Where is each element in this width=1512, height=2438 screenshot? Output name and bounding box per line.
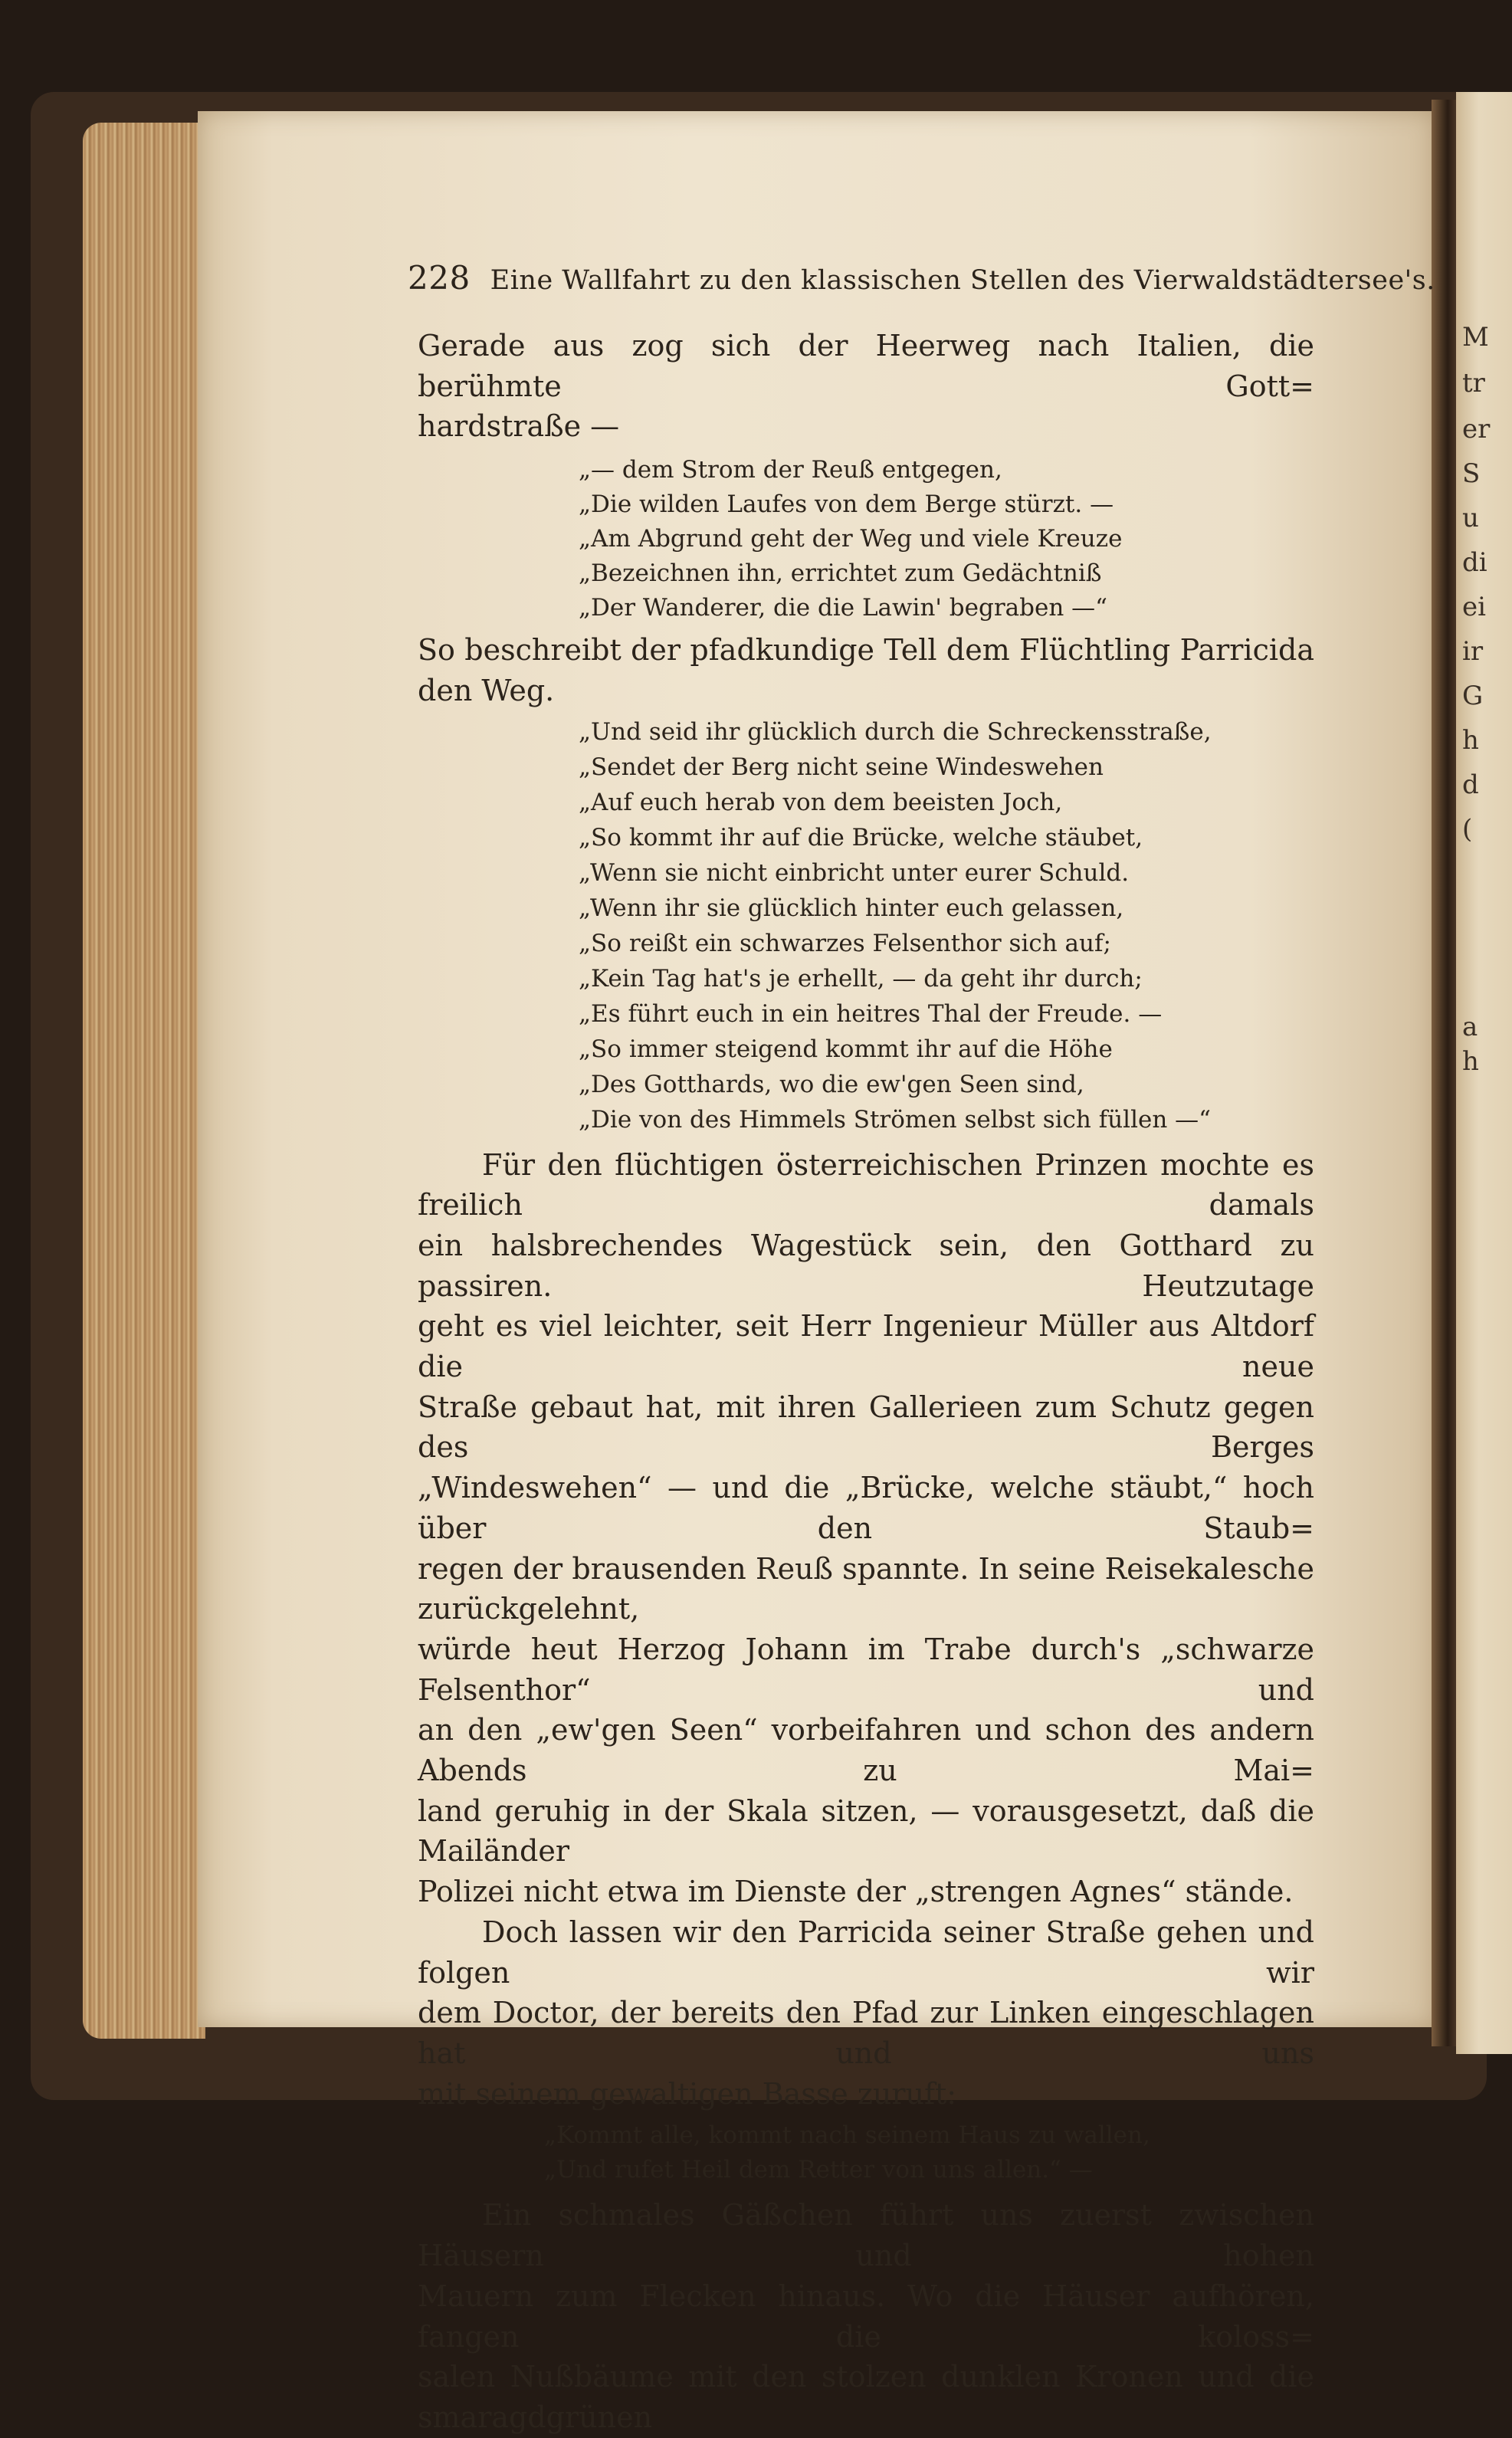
verse-line: „Die wilden Laufes von dem Berge stürzt. — [579, 491, 1114, 519]
next-page-fragment: S [1462, 458, 1481, 489]
paragraph-line: So beschreibt der pfadkundige Tell dem Flüchtling Parricida den Weg. [418, 633, 1314, 707]
page-edges [83, 123, 205, 2039]
paragraph-line: „Windeswehen“ — und die „Brücke, welche stäubt,“ hoch über den Staub= [418, 1471, 1314, 1545]
paragraph-line: dem Doctor, der bereits den Pfad zur Linken eingeschlagen hat und uns [418, 1996, 1314, 2070]
paragraph-line: ein halsbrechendes Wagestück sein, den Gotthard zu passiren. Heutzutage [418, 1228, 1314, 1303]
paragraph-line: hardstraße — [418, 409, 620, 444]
next-page-fragment: ir [1462, 636, 1484, 667]
verse-line: „Und seid ihr glücklich durch die Schreckensstraße, [579, 717, 1212, 746]
paragraph-line: Doch lassen wir den Parricida seiner Straße gehen und folgen wir [418, 1915, 1314, 1990]
paragraph-line: Gerade aus zog sich der Heerweg nach Italien, die berühmte Gott= [418, 329, 1314, 403]
running-header [408, 259, 1435, 305]
paragraph-line: mit seinem gewaltigen Basse zuruft: [418, 2076, 957, 2111]
running-title: Eine Wallfahrt zu den klassischen Stellen des Vierwaldstädtersee's. [490, 265, 1435, 296]
verse-line: „So immer steigend kommt ihr auf die Höhe [579, 1035, 1113, 1063]
next-page-fragment: ( [1462, 814, 1473, 845]
paragraph-line: geht es viel leichter, seit Herr Ingenieur Müller aus Altdorf die neue [418, 1309, 1314, 1384]
paragraph-line: regen der brausenden Reuß spannte. In seine Reisekalesche zurückgelehnt, [418, 1551, 1314, 1626]
verse-line: „Die von des Himmels Strömen selbst sich füllen —“ [579, 1105, 1211, 1134]
next-page-fragment: h [1462, 725, 1479, 756]
next-page-fragment: a [1462, 1012, 1478, 1042]
verse-line: „Auf euch herab von dem beeisten Joch, [579, 788, 1063, 816]
verse-line: „Am Abgrund geht der Weg und viele Kreuze [579, 525, 1123, 553]
paragraph-line: Straße gebaut hat, mit ihren Gallerieen zum Schutz gegen des Berges [418, 1390, 1314, 1465]
verse-line: „Kommt alle, kommt nach seinem Haus zu wallen, [544, 2121, 1150, 2150]
paragraph-line: Mauern zum Flecken hinaus. Wo die Häuser aufhören, fangen die koloss= [418, 2279, 1314, 2354]
verse-block [418, 714, 1314, 1137]
paragraph-line: salen Nußbäume mit den stolzen dunklen Kronen und die smaragdgrünen [418, 2360, 1314, 2434]
verse-line: „Der Wanderer, die die Lawin' begraben —“ [579, 594, 1107, 622]
next-page-fragment: tr [1462, 368, 1485, 399]
next-page-edge [1456, 92, 1512, 2054]
paragraph-line: an den „ew'gen Seen“ vorbeifahren und schon des andern Abends zu Mai= [418, 1713, 1314, 1788]
paragraph-line: Für den flüchtigen österreichischen Prinzen mochte es freilich damals [418, 1147, 1314, 1222]
next-page-fragment: h [1462, 1046, 1479, 1077]
page-number: 228 [408, 259, 471, 297]
verse-line: „Bezeichnen ihn, errichtet zum Gedächtniß [579, 559, 1102, 588]
verse-line: „So reißt ein schwarzes Felsenthor sich auf; [579, 929, 1111, 957]
verse-line: „Des Gotthards, wo die ew'gen Seen sind, [579, 1070, 1084, 1098]
verse-line: „Und rufet Heil dem Retter von uns allen.“ — [544, 2156, 1093, 2184]
paragraph-line: würde heut Herzog Johann im Trabe durch's „schwarze Felsenthor“ und [418, 1632, 1314, 1707]
verse-line: „Wenn sie nicht einbricht unter eurer Schuld. [579, 858, 1130, 887]
next-page-fragment: ei [1462, 592, 1486, 622]
verse-line: „— dem Strom der Reuß entgegen, [579, 456, 1002, 484]
verse-block [418, 453, 1314, 625]
next-page-fragment: di [1462, 547, 1487, 578]
next-page-fragment: M [1462, 322, 1489, 353]
verse-block [418, 2118, 1314, 2187]
verse-line: „Es führt euch in ein heitres Thal der Freude. — [579, 999, 1163, 1028]
paragraph-line: land geruhig in der Skala sitzen, — vorausgesetzt, daß die Mailänder [418, 1793, 1314, 1869]
paragraph-line: Ein schmales Gäßchen führt uns zuerst zwischen Häusern und hohen [418, 2198, 1314, 2273]
verse-line: „Wenn ihr sie glücklich hinter euch gelassen, [579, 894, 1124, 922]
paragraph-line: Polizei nicht etwa im Dienste der „strengen Agnes“ stände. [418, 1875, 1294, 1909]
verse-line: „Sendet der Berg nicht seine Windeswehen [579, 753, 1104, 781]
next-page-fragment: G [1462, 681, 1484, 711]
verse-line: „So kommt ihr auf die Brücke, welche stäubet, [579, 823, 1143, 851]
next-page-fragment: u [1462, 503, 1479, 533]
verse-line: „Kein Tag hat's je erhellt, — da geht ihr durch; [579, 964, 1143, 993]
next-page-fragment: er [1462, 414, 1491, 445]
next-page-fragment: d [1462, 769, 1479, 800]
body-text [418, 326, 1314, 2438]
